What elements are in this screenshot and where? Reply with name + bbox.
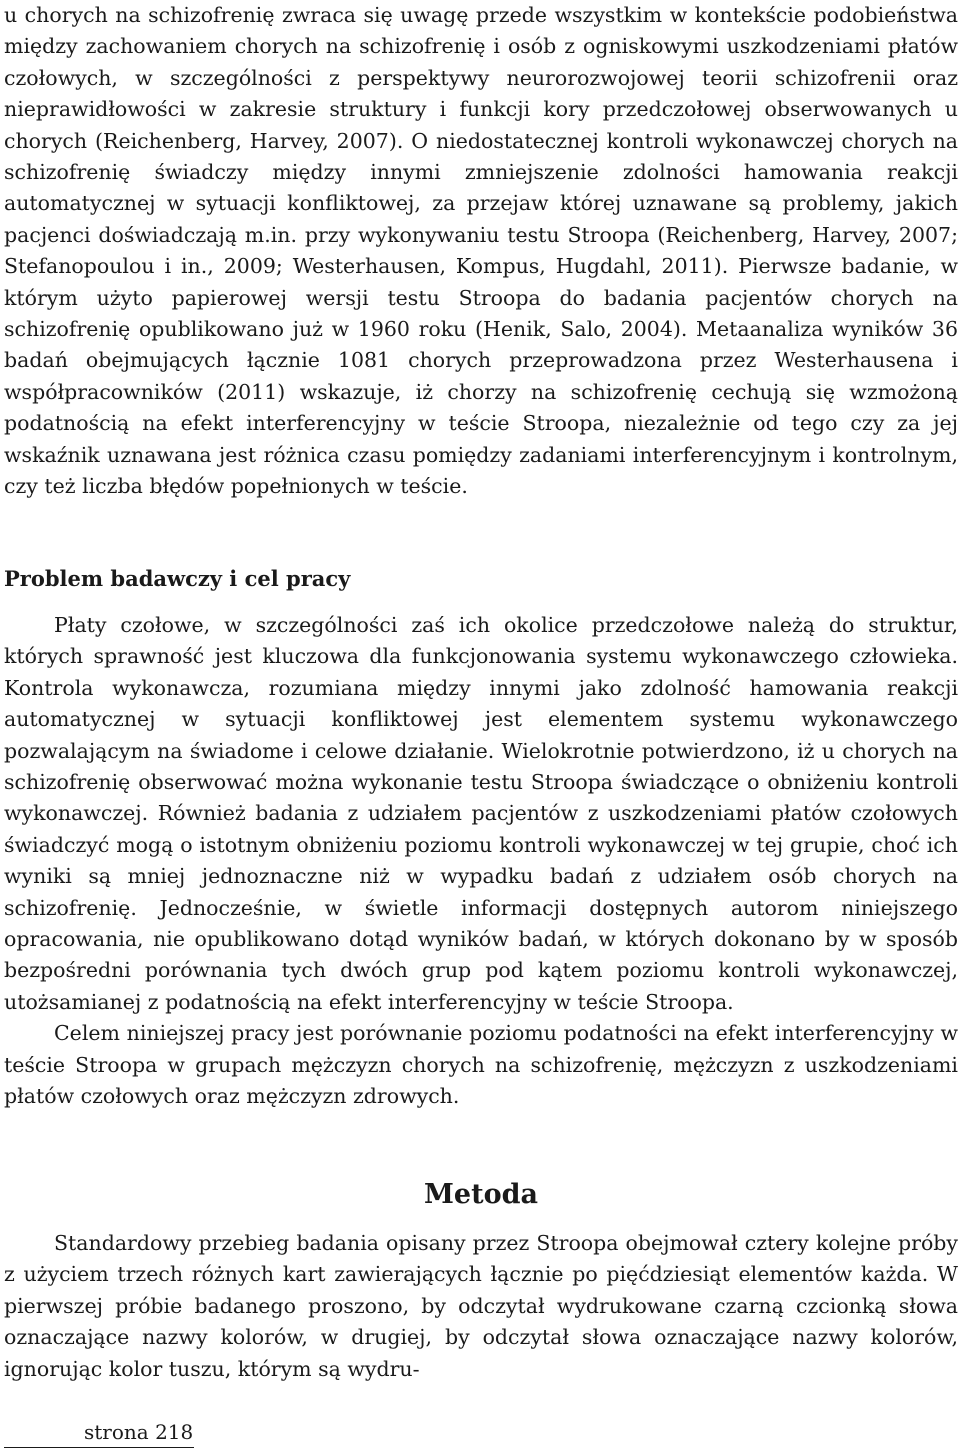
problem-paragraph-1: Płaty czołowe, w szczególności zaś ich okolice przedczołowe należą do struktur, których sprawność jest kluczowa dla funkcjonowania systemu wykonawczego człowieka. Kontrola wykonawcza, rozumiana między innymi jako zdolność hamowania reakcji automatycznej w sytuacji konfliktowej jest elementem systemu wykonawczego pozwalającym na świadome i celowe działanie. Wielokrotnie potwierdzono, iż u chorych na schizofrenię obserwować można wykonanie testu Stroopa świadczące o obniżeniu kontroli wykonawczej. Również badania z udziałem pacjentów z uszkodzeniami płatów czołowych świadczyć mogą o istotnym obniżeniu poziomu kontroli wykonawczej w tej grupie, choć ich wyniki są mniej jednoznaczne niż w wypadku badań z udziałem osób chorych na schizofrenię. Jednocześnie, w świetle informacji dostępnych autorom niniejszego opracowania, nie opublikowano dotąd wyników badań, w których dokonano by w sposób bezpośredni porównania tych dwóch grup pod kątem poziomu kontroli wykonawczej, utożsamianej z podatnością na efekt interferencyjny w teście Stroopa. [4,613,958,1014]
method-paragraph: Standardowy przebieg badania opisany przez Stroopa obejmował cztery kolejne próby z użyciem trzech różnych kart zawierających łącznie po pięćdziesiąt elementów każda. W pierwszej próbie badanego proszono, by odczytał wydrukowane czarną czcionką słowa oznaczające nazwy kolorów, w drugiej, by odczytał słowa oznaczające nazwy kolorów, ignorując kolor tuszu, którym są wydru- [4,1231,958,1381]
method-section [4,1228,958,1385]
problem-section [4,610,958,1113]
page-number: strona 218 [84,1420,194,1444]
intro-paragraph: u chorych na schizofrenię zwraca się uwagę przede wszystkim w kontekście podobieństwa między zachowaniem chorych na schizofrenię i osób z ogniskowymi uszkodzeniami płatów czołowych, w szczególności z perspektywy neurorozwojowej teorii schizofrenii oraz nieprawidłowości w zakresie struktury i funkcji kory przedczołowej obserwowanych u chorych (Reichenberg, Harvey, 2007). O niedostatecznej kontroli wykonawczej chorych na schizofrenię świadczy między innymi zmniejszenie zdolności hamowania reakcji automatycznej w sytuacji konfliktowej, za przejaw której uznawane są problemy, jakich pacjenci doświadczają m.in. przy wykonywaniu testu Stroopa (Reichenberg, Harvey, 2007; Stefanopoulou i in., 2009; Westerhausen, Kompus, Hugdahl, 2011). Pierwsze badanie, w którym użyto papierowej wersji testu Stroopa do badania pacjentów chorych na schizofrenię opublikowano już w 1960 roku (Henik, Salo, 2004). Metaanaliza wyników 36 badań obejmujących łącznie 1081 chorych przeprowadzona przez Westerhausena i współpracowników (2011) wskazuje, iż chorzy na schizofrenię cechują się wzmożoną podatnością na efekt interferencyjny w teście Stroopa, niezależnie od tego czy za jej wskaźnik uznawana jest różnica czasu pomiędzy zadaniami interferencyjnym i kontrolnym, czy też liczba błędów popełnionych w teście. [4,3,958,499]
section-heading-method: Metoda [424,1179,538,1210]
section-heading-problem: Problem badawczy i cel pracy [4,566,351,591]
intro-section [4,0,958,503]
problem-paragraph-2: Celem niniejszej pracy jest porównanie poziomu podatności na efekt interferencyjny w teście Stroopa w grupach mężczyzn chorych na schizofrenię, mężczyzn z uszkodzeniami płatów czołowych oraz mężczyzn zdrowych. [4,1021,958,1109]
problem-heading-block [4,563,958,594]
footer-rule [4,1447,194,1448]
